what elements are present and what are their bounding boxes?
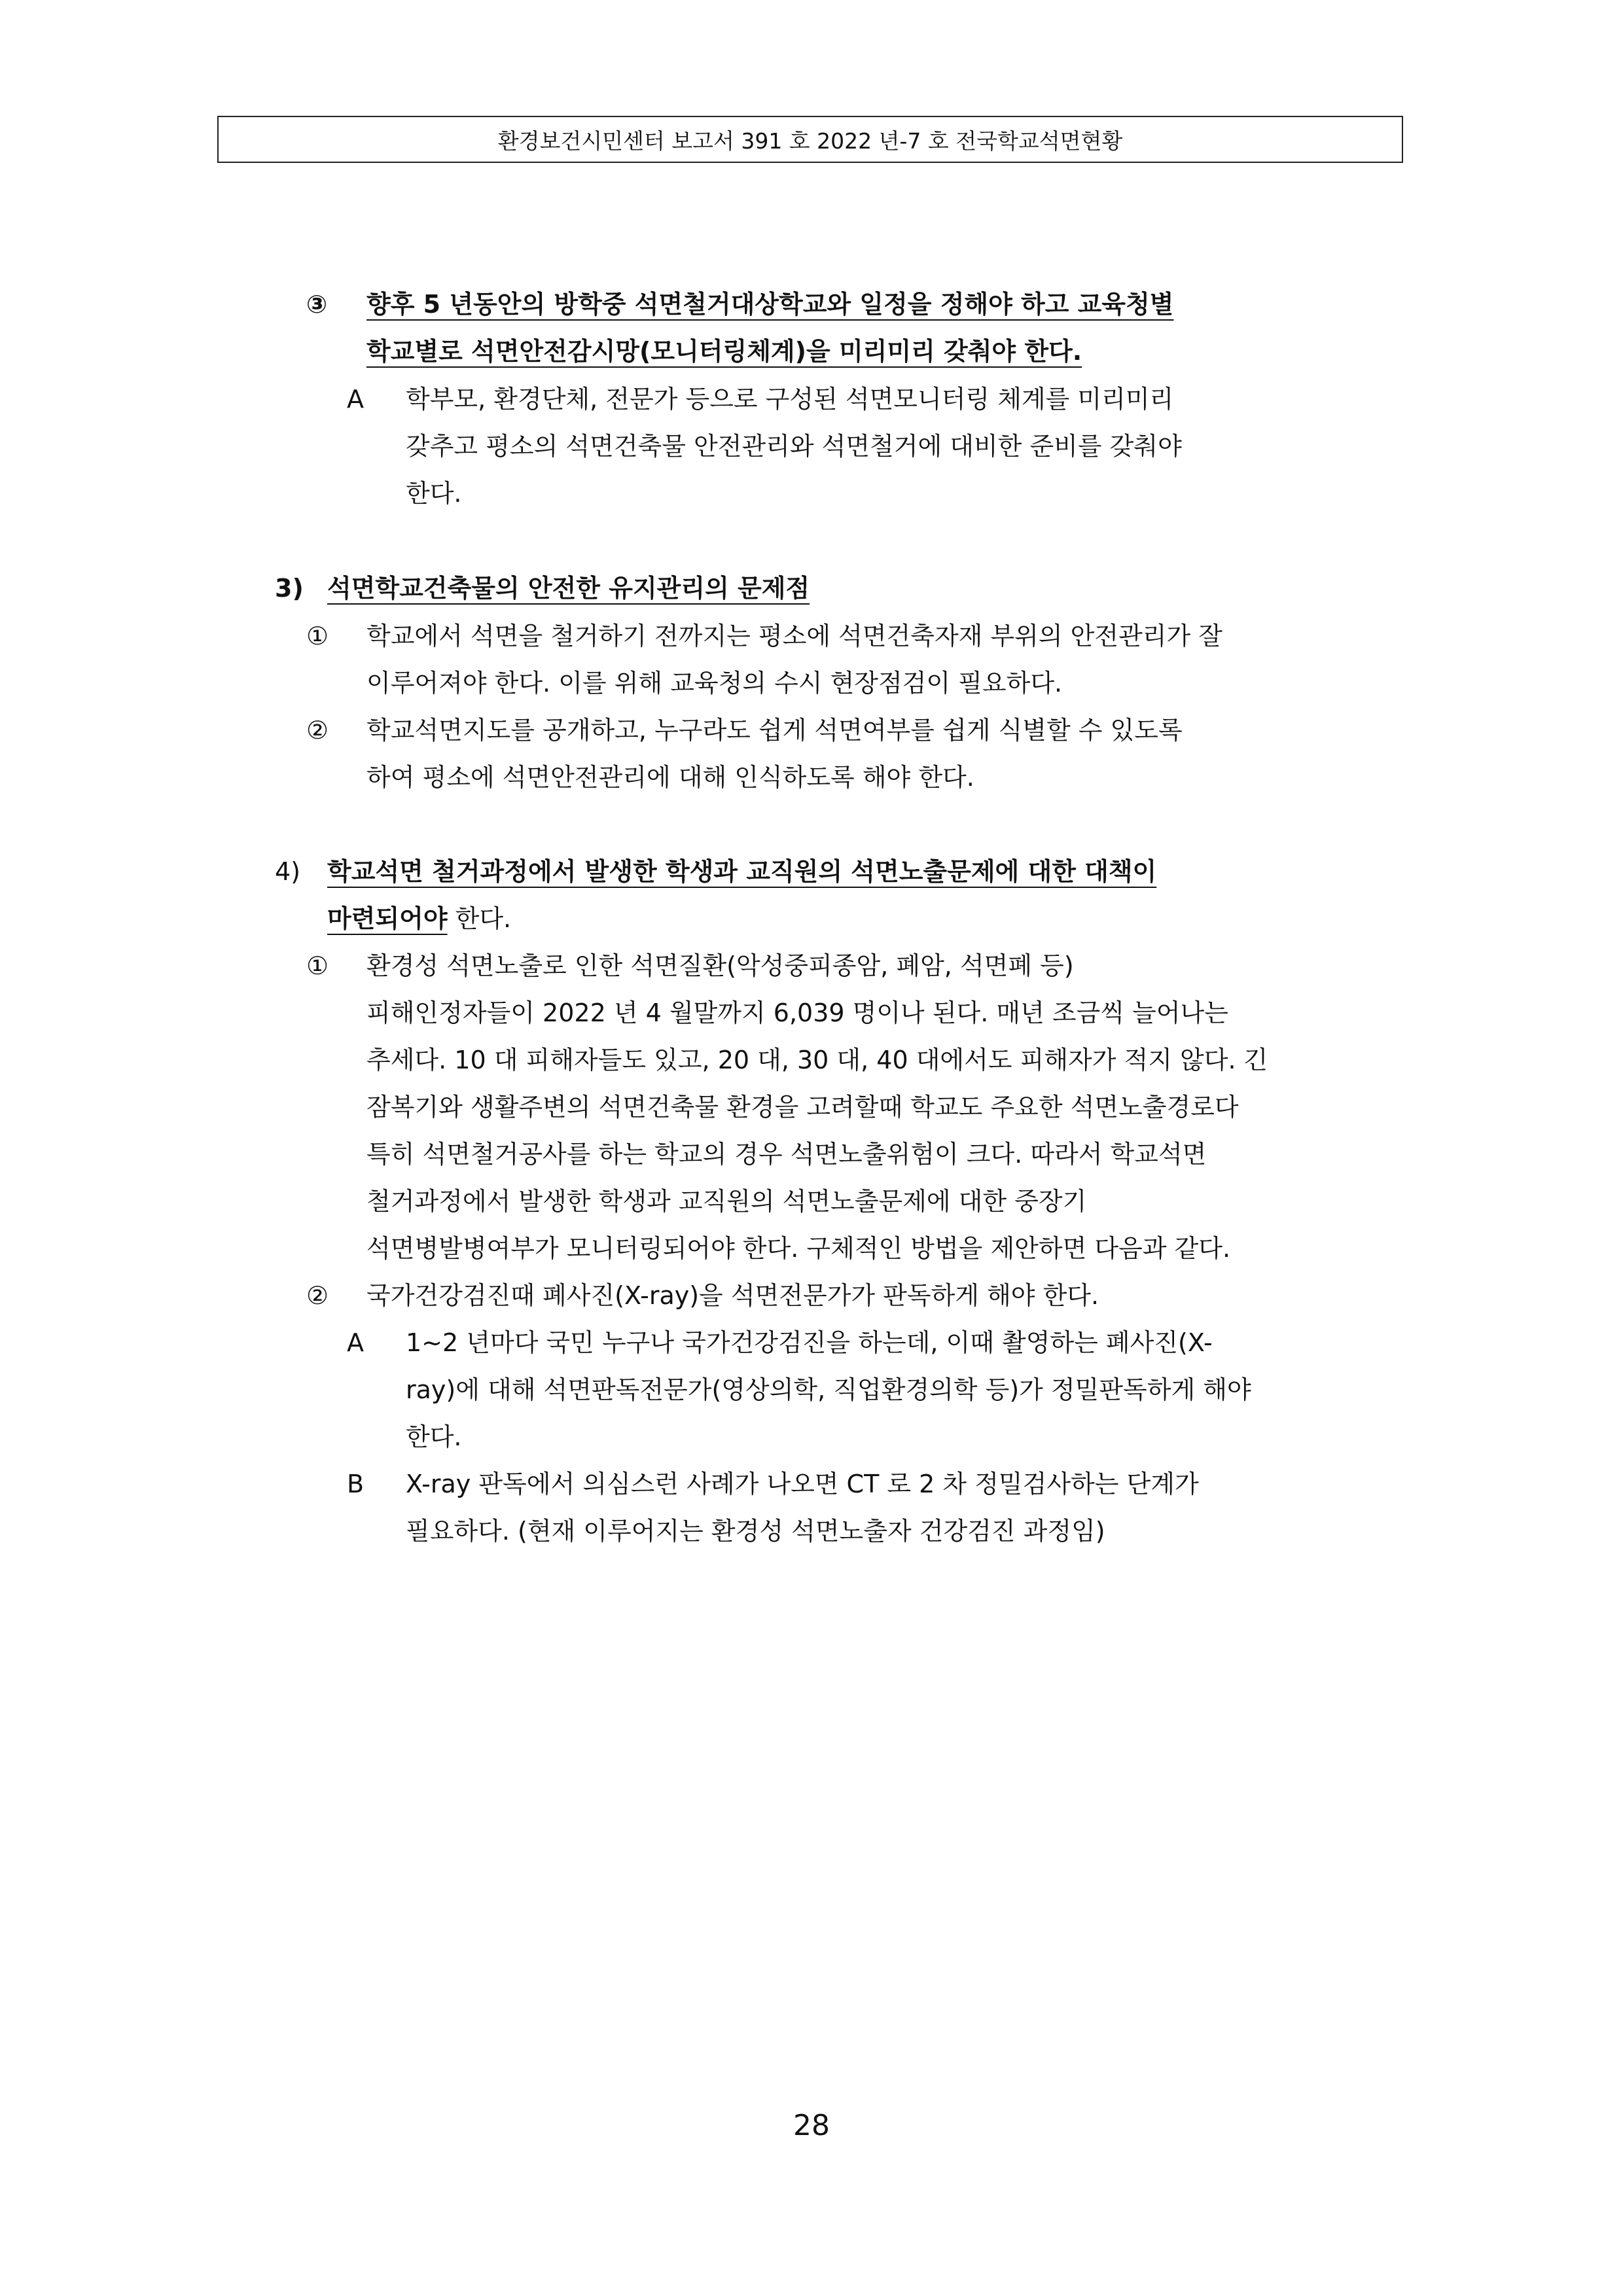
- section3-item2-line-2: 하여 평소에 석면안전관리에 대해 인식하도록 해야 한다.: [366, 763, 974, 792]
- section4-title-emphasis: 마련되어야: [327, 904, 448, 933]
- section4-item1-line-7: 석면병발병여부가 모니터링되어야 한다. 구체적인 방법을 제안하면 다음과 같다.: [366, 1234, 1231, 1263]
- section4-item2-marker: ②: [306, 1281, 329, 1310]
- section4-number: 4): [275, 857, 301, 886]
- circled-3-marker: ③: [306, 290, 328, 319]
- section3-item2-marker: ②: [306, 716, 329, 745]
- section3-title: 석면학교건축물의 안전한 유지관리의 문제점: [327, 574, 810, 603]
- section3-number: 3): [275, 574, 304, 603]
- section4-subA-line-2: ray)에 대해 석면판독전문가(영상의학, 직업환경의학 등)가 정밀판독하게 해야: [406, 1375, 1251, 1404]
- section4-item1-marker: ①: [306, 951, 329, 980]
- section4-subA-line-3: 한다.: [406, 1422, 462, 1451]
- block3-title-line-2: 학교별로 석면안전감시망(모니터링체계)을 미리미리 갖춰야 한다.: [366, 337, 1082, 366]
- section3-item1-line-1: 학교에서 석면을 철거하기 전까지는 평소에 석면건축자재 부위의 안전관리가 잘: [366, 622, 1223, 650]
- block3-sub-marker: A: [347, 385, 364, 414]
- section4-item1-line-2: 피해인정자들이 2022 년 4 월말까지 6,039 명이나 된다. 매년 조금씩 늘어나는: [366, 998, 1228, 1027]
- block3-sub-line-2: 갖추고 평소의 석면건축물 안전관리와 석면철거에 대비한 준비를 갖춰야: [406, 432, 1182, 461]
- section4-subA-marker: A: [347, 1328, 364, 1357]
- section4-title-line-1: 학교석면 철거과정에서 발생한 학생과 교직원의 석면노출문제에 대한 대책이: [327, 857, 1157, 886]
- section3-item2-line-1: 학교석면지도를 공개하고, 누구라도 쉽게 석면여부를 쉽게 식별할 수 있도록: [366, 716, 1183, 745]
- block3-sub-line-3: 한다.: [406, 479, 462, 508]
- section4-subB-line-1: X-ray 판독에서 의심스런 사례가 나오면 CT 로 2 차 정밀검사하는 단계가: [406, 1470, 1199, 1498]
- section4-item1-line-3: 추세다. 10 대 피해자들도 있고, 20 대, 30 대, 40 대에서도 피해자가 적지 않다. 긴: [366, 1046, 1268, 1074]
- section4-subB-marker: B: [347, 1470, 365, 1498]
- section4-title-line-2: [327, 903, 511, 934]
- section4-item1-line-6: 철거과정에서 발생한 학생과 교직원의 석면노출문제에 대한 중장기: [366, 1187, 1087, 1216]
- section4-item2-line: 국가건강검진때 폐사진(X-ray)을 석면전문가가 판독하게 해야 한다.: [366, 1281, 1099, 1310]
- block3-title-line-1: 향후 5 년동안의 방학중 석면철거대상학교와 일정을 정해야 하고 교육청별: [366, 290, 1174, 319]
- section4-item1-line-4: 잠복기와 생활주변의 석면건축물 환경을 고려할때 학교도 주요한 석면노출경로다: [366, 1093, 1239, 1122]
- section4-item1-line-1: 환경성 석면노출로 인한 석면질환(악성중피종암, 폐암, 석면폐 등): [366, 951, 1074, 980]
- section4-subB-line-2: 필요하다. (현재 이루어지는 환경성 석면노출자 건강검진 과정임): [406, 1517, 1105, 1545]
- section4-item1-line-5: 특히 석면철거공사를 하는 학교의 경우 석면노출위험이 크다. 따라서 학교석면: [366, 1140, 1207, 1169]
- section3-item1-marker: ①: [306, 622, 329, 650]
- section4-title-tail: 한다.: [447, 904, 512, 933]
- section3-item1-line-2: 이루어져야 한다. 이를 위해 교육청의 수시 현장점검이 필요하다.: [366, 669, 1063, 698]
- page-number: 28: [793, 2109, 830, 2142]
- section4-subA-line-1: 1~2 년마다 국민 누구나 국가건강검진을 하는데, 이때 촬영하는 폐사진(X-: [406, 1328, 1213, 1357]
- block3-sub-line-1: 학부모, 환경단체, 전문가 등으로 구성된 석면모니터링 체계를 미리미리: [406, 385, 1174, 414]
- report-header-title: 환경보건시민센터 보고서 391 호 2022 년-7 호 전국학교석면현황: [497, 128, 1123, 154]
- report-header: [217, 116, 1403, 163]
